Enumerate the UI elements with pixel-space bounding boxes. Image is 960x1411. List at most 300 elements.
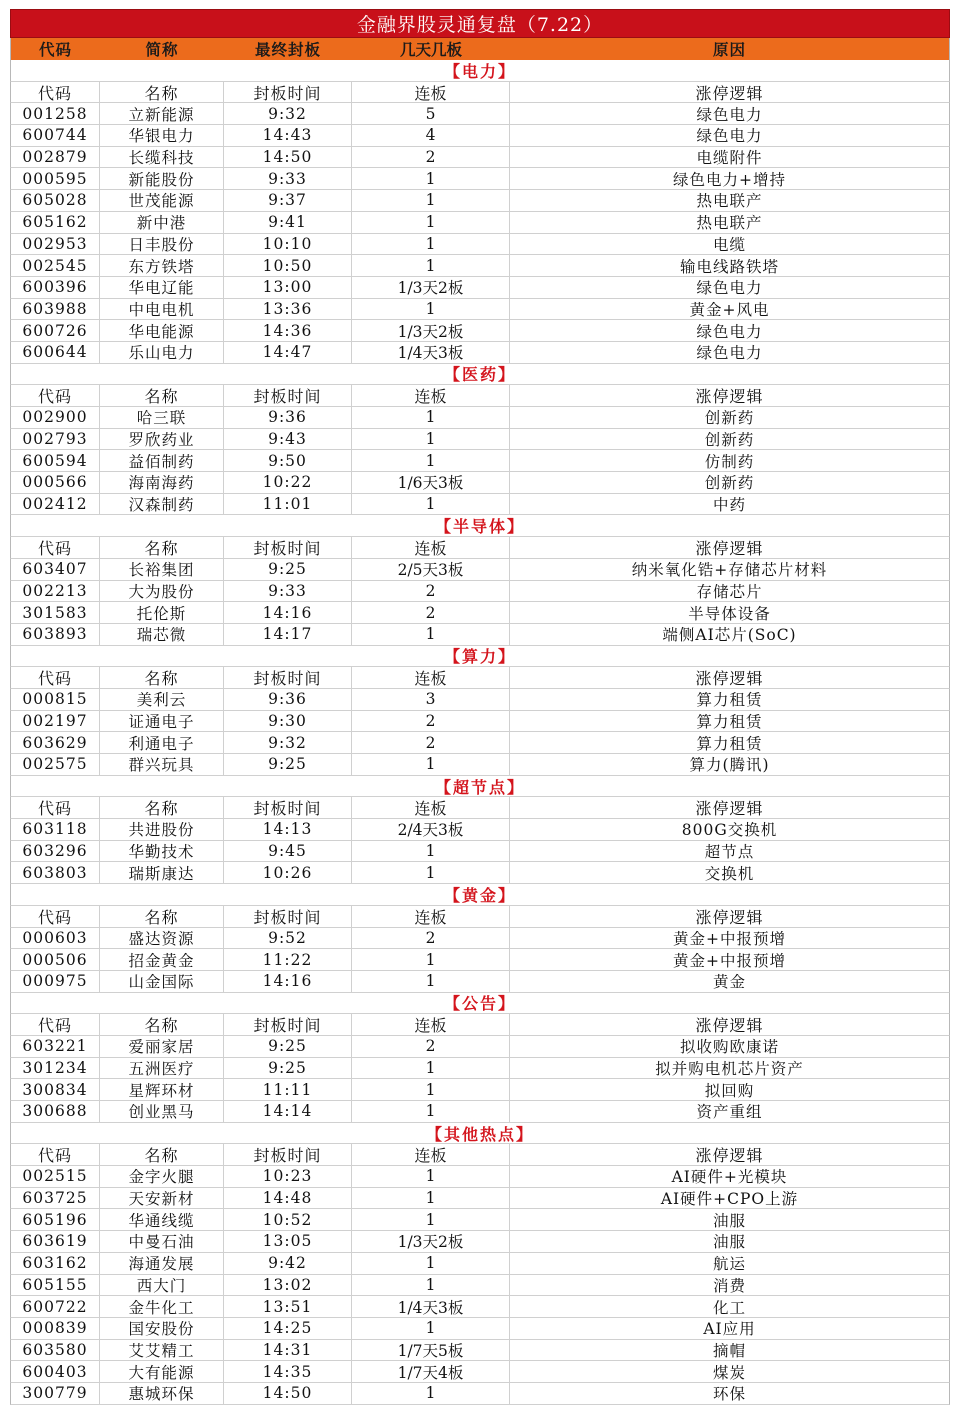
seal-time: 14:50: [224, 1383, 352, 1404]
table-title: 金融界股灵通复盘（7.22）: [10, 9, 950, 38]
table-row: [10, 581, 950, 603]
streak: 1: [352, 1253, 510, 1274]
column-header-final-seal: 最终封板: [254, 40, 321, 59]
column-header-streak: 几天几板: [399, 40, 462, 59]
table-row: [10, 1275, 950, 1297]
stock-name: 群兴玩具: [100, 754, 224, 775]
stock-code: 600403: [11, 1361, 100, 1382]
seal-time: 11:22: [224, 949, 352, 970]
stock-code: 603893: [11, 624, 100, 645]
streak: 1/7天4板: [352, 1361, 510, 1382]
limit-up-logic: 煤炭: [712, 1363, 746, 1382]
stock-name: 海南海药: [100, 472, 224, 493]
sub-header-seal-time: 封板时间: [224, 82, 352, 103]
section-column-header-row: [10, 537, 950, 559]
stock-code: 002213: [11, 581, 100, 602]
seal-time: 14:14: [224, 1101, 352, 1122]
table-row: [10, 862, 950, 884]
streak: 2: [352, 581, 510, 602]
streak: 3: [352, 689, 510, 710]
seal-time: 14:31: [224, 1340, 352, 1361]
streak: 1: [352, 1188, 510, 1209]
sub-header-name: 名称: [100, 797, 224, 818]
table-row: [10, 602, 950, 624]
limit-up-logic: 创新药: [704, 474, 755, 493]
section-title: 【医药】: [10, 364, 950, 386]
stock-name: 瑞芯微: [100, 624, 224, 645]
streak: 1: [352, 862, 510, 883]
stock-code: 002515: [11, 1166, 100, 1187]
limit-up-logic: 黄金+中报预增: [673, 929, 786, 948]
stock-name: 益佰制药: [100, 450, 224, 471]
table-row: [10, 559, 950, 581]
stock-name: 惠城环保: [100, 1383, 224, 1404]
table-row: [10, 212, 950, 234]
sub-header-code: 代码: [11, 82, 100, 103]
seal-time: 10:26: [224, 862, 352, 883]
seal-time: 14:48: [224, 1188, 352, 1209]
limit-up-logic: 拟回购: [704, 1081, 755, 1100]
streak: 1: [352, 1318, 510, 1339]
limit-up-logic: 算力(腾讯): [689, 756, 770, 775]
table-row: [10, 190, 950, 212]
table-row: [10, 1058, 950, 1080]
stock-code: 000975: [11, 971, 100, 992]
stock-code: 002545: [11, 255, 100, 276]
table-row: [10, 168, 950, 190]
limit-up-logic: 绿色电力: [696, 279, 763, 298]
streak: 1/3天2板: [352, 277, 510, 298]
limit-up-logic: 输电线路铁塔: [679, 257, 779, 276]
sub-header-name: 名称: [100, 537, 224, 558]
table-row: [10, 342, 950, 364]
sub-header-logic: 涨停逻辑: [695, 907, 764, 927]
sub-header-name: 名称: [100, 385, 224, 406]
stock-code: 600744: [11, 125, 100, 146]
section-title: 【电力】: [10, 60, 950, 82]
stock-name: 金牛化工: [100, 1296, 224, 1317]
stock-code: 605196: [11, 1209, 100, 1230]
stock-code: 600594: [11, 450, 100, 471]
seal-time: 9:33: [224, 168, 352, 189]
column-header-code: 代码: [38, 40, 72, 59]
seal-time: 14:35: [224, 1361, 352, 1382]
sub-header-streak: 连板: [352, 1144, 510, 1165]
sub-header-seal-time: 封板时间: [224, 906, 352, 927]
limit-up-logic: 资产重组: [696, 1103, 763, 1122]
streak: 2: [352, 928, 510, 949]
stock-code: 603221: [11, 1036, 100, 1057]
seal-time: 9:30: [224, 711, 352, 732]
stock-code: 600644: [11, 342, 100, 363]
stock-code: 300834: [11, 1079, 100, 1100]
stock-code: 603629: [11, 732, 100, 753]
limit-up-logic: 端侧AI芯片(SoC): [662, 626, 797, 645]
limit-up-logic: 绿色电力: [696, 105, 763, 124]
section-column-header-row: [10, 82, 950, 104]
sub-header-seal-time: 封板时间: [224, 797, 352, 818]
stock-code: 603162: [11, 1253, 100, 1274]
stock-code: 605028: [11, 190, 100, 211]
seal-time: 14:50: [224, 147, 352, 168]
stock-code: 002412: [11, 494, 100, 515]
stock-code: 000566: [11, 472, 100, 493]
stock-name: 爱丽家居: [100, 1036, 224, 1057]
seal-time: 10:52: [224, 1209, 352, 1230]
stock-code: 603988: [11, 299, 100, 320]
stock-name: 金字火腿: [100, 1166, 224, 1187]
table-row: [10, 754, 950, 776]
sub-header-code: 代码: [11, 537, 100, 558]
table-row: [10, 450, 950, 472]
seal-time: 13:05: [224, 1231, 352, 1252]
stock-code: 600396: [11, 277, 100, 298]
stock-code: 000839: [11, 1318, 100, 1339]
limit-up-logic: 黄金+中报预增: [673, 951, 786, 970]
stock-code: 603118: [11, 819, 100, 840]
stock-code: 301234: [11, 1058, 100, 1079]
table-row: [10, 1209, 950, 1231]
stock-name: 国安股份: [100, 1318, 224, 1339]
limit-up-logic: 创新药: [704, 431, 755, 450]
limit-up-logic: 交换机: [704, 864, 755, 883]
section-column-header-row: [10, 906, 950, 928]
sub-header-name: 名称: [100, 1014, 224, 1035]
limit-up-logic: 半导体设备: [688, 604, 771, 623]
sub-header-seal-time: 封板时间: [224, 385, 352, 406]
table-row: [10, 125, 950, 147]
streak: 1/3天2板: [352, 320, 510, 341]
seal-time: 9:50: [224, 450, 352, 471]
seal-time: 9:33: [224, 581, 352, 602]
section-title: 【算力】: [10, 646, 950, 668]
limit-up-logic: 纳米氧化锆+存储芯片材料: [631, 561, 828, 580]
table-row: [10, 147, 950, 169]
seal-time: 14:36: [224, 320, 352, 341]
sub-header-code: 代码: [11, 385, 100, 406]
seal-time: 9:42: [224, 1253, 352, 1274]
limit-up-logic: 拟收购欧康诺: [679, 1038, 779, 1057]
sub-header-name: 名称: [100, 1144, 224, 1165]
table-row: [10, 689, 950, 711]
column-header-row: [10, 38, 950, 60]
stock-code: 002793: [11, 429, 100, 450]
stock-code: 300688: [11, 1101, 100, 1122]
table-row: [10, 1231, 950, 1253]
limit-up-logic: 超节点: [704, 843, 755, 862]
sub-header-code: 代码: [11, 667, 100, 688]
stock-name: 新中港: [100, 212, 224, 233]
streak: 1: [352, 1275, 510, 1296]
limit-up-logic: 化工: [712, 1298, 746, 1317]
streak: 1/4天3板: [352, 1296, 510, 1317]
limit-up-logic: 算力租赁: [696, 734, 763, 753]
section-column-header-row: [10, 797, 950, 819]
streak: 1: [352, 1101, 510, 1122]
seal-time: 13:51: [224, 1296, 352, 1317]
stock-name: 东方铁塔: [100, 255, 224, 276]
section-title: 【公告】: [10, 993, 950, 1015]
limit-up-logic: 电缆: [712, 235, 746, 254]
streak: 2: [352, 1036, 510, 1057]
table-row: [10, 1036, 950, 1058]
streak: 1: [352, 949, 510, 970]
stock-name: 五洲医疗: [100, 1058, 224, 1079]
seal-time: 9:36: [224, 407, 352, 428]
stock-code: 002197: [11, 711, 100, 732]
stock-name: 中电电机: [100, 299, 224, 320]
sub-header-seal-time: 封板时间: [224, 1014, 352, 1035]
section-column-header-row: [10, 385, 950, 407]
stock-name: 创业黑马: [100, 1101, 224, 1122]
stock-name: 长缆科技: [100, 147, 224, 168]
streak: 2: [352, 602, 510, 623]
table-row: [10, 711, 950, 733]
stock-code: 000603: [11, 928, 100, 949]
seal-time: 11:11: [224, 1079, 352, 1100]
sub-header-streak: 连板: [352, 797, 510, 818]
stock-name: 日丰股份: [100, 234, 224, 255]
seal-time: 9:37: [224, 190, 352, 211]
streak: 1: [352, 299, 510, 320]
sub-header-streak: 连板: [352, 537, 510, 558]
table-row: [10, 1318, 950, 1340]
streak: 1/6天3板: [352, 472, 510, 493]
table-row: [10, 1361, 950, 1383]
limit-up-logic: 黄金+风电: [689, 300, 770, 319]
stock-name: 星辉环材: [100, 1079, 224, 1100]
stock-code: 600726: [11, 320, 100, 341]
stock-name: 海通发展: [100, 1253, 224, 1274]
table-body: [10, 60, 950, 1405]
sub-header-streak: 连板: [352, 667, 510, 688]
limit-up-logic: 黄金: [712, 973, 746, 992]
streak: 1: [352, 624, 510, 645]
seal-time: 10:22: [224, 472, 352, 493]
sub-header-streak: 连板: [352, 906, 510, 927]
streak: 1: [352, 190, 510, 211]
seal-time: 9:32: [224, 732, 352, 753]
seal-time: 14:25: [224, 1318, 352, 1339]
seal-time: 14:43: [224, 125, 352, 146]
stock-code: 605162: [11, 212, 100, 233]
stock-name: 艾艾精工: [100, 1340, 224, 1361]
seal-time: 9:41: [224, 212, 352, 233]
streak: 5: [352, 103, 510, 124]
stock-code: 603580: [11, 1340, 100, 1361]
seal-time: 9:25: [224, 754, 352, 775]
sub-header-logic: 涨停逻辑: [695, 387, 764, 406]
table-row: [10, 624, 950, 646]
streak: 2: [352, 732, 510, 753]
seal-time: 9:52: [224, 928, 352, 949]
seal-time: 9:45: [224, 841, 352, 862]
stock-code: 603619: [11, 1231, 100, 1252]
sub-header-seal-time: 封板时间: [224, 1144, 352, 1165]
limit-up-logic: 航运: [712, 1255, 746, 1274]
table-row: [10, 819, 950, 841]
stock-code: 300779: [11, 1383, 100, 1404]
table-row: [10, 1340, 950, 1362]
stock-code: 600722: [11, 1296, 100, 1317]
streak: 2/5天3板: [352, 559, 510, 580]
stock-code: 000815: [11, 689, 100, 710]
streak: 1: [352, 255, 510, 276]
seal-time: 10:50: [224, 255, 352, 276]
limit-up-logic: 仿制药: [704, 452, 755, 471]
stock-code: 001258: [11, 103, 100, 124]
streak: 4: [352, 125, 510, 146]
stock-code: 000595: [11, 168, 100, 189]
section-title: 【黄金】: [10, 884, 950, 906]
stock-name: 山金国际: [100, 971, 224, 992]
stock-name: 华电辽能: [100, 277, 224, 298]
limit-up-logic: 环保: [712, 1385, 746, 1404]
section-column-header-row: [10, 667, 950, 689]
limit-up-logic: 摘帽: [712, 1341, 746, 1360]
limit-up-logic: 绿色电力: [696, 127, 763, 146]
sub-header-streak: 连板: [352, 82, 510, 103]
stock-code: 603407: [11, 559, 100, 580]
table-row: [10, 1101, 950, 1123]
streak: 1/7天5板: [352, 1340, 510, 1361]
sub-header-name: 名称: [100, 906, 224, 927]
seal-time: 14:16: [224, 971, 352, 992]
table-row: [10, 841, 950, 863]
sub-header-seal-time: 封板时间: [224, 537, 352, 558]
limit-up-logic: 热电联产: [696, 214, 763, 233]
stock-name: 新能股份: [100, 168, 224, 189]
sub-header-name: 名称: [100, 667, 224, 688]
stock-code: 603725: [11, 1188, 100, 1209]
stock-name: 托伦斯: [100, 602, 224, 623]
seal-time: 9:36: [224, 689, 352, 710]
streak: 1: [352, 407, 510, 428]
table-row: [10, 928, 950, 950]
streak: 1: [352, 429, 510, 450]
table-row: [10, 732, 950, 754]
limit-up-logic: 电缆附件: [696, 149, 763, 168]
seal-time: 14:16: [224, 602, 352, 623]
seal-time: 14:13: [224, 819, 352, 840]
streak: 1: [352, 754, 510, 775]
sub-header-seal-time: 封板时间: [224, 667, 352, 688]
stock-name: 天安新材: [100, 1188, 224, 1209]
section-column-header-row: [10, 1014, 950, 1036]
section-title: 【半导体】: [10, 515, 950, 537]
table-row: [10, 299, 950, 321]
sub-header-code: 代码: [11, 1144, 100, 1165]
limit-up-logic: 消费: [712, 1276, 746, 1295]
stock-name: 利通电子: [100, 732, 224, 753]
limit-up-logic: 绿色电力: [696, 344, 763, 363]
stock-name: 美利云: [100, 689, 224, 710]
table-row: [10, 971, 950, 993]
sub-header-logic: 涨停逻辑: [695, 538, 764, 558]
stock-name: 西大门: [100, 1275, 224, 1296]
table-row: [10, 1079, 950, 1101]
streak: 1: [352, 168, 510, 189]
seal-time: 14:47: [224, 342, 352, 363]
stock-code: 002879: [11, 147, 100, 168]
section-title: 【其他热点】: [10, 1123, 950, 1145]
table-row: [10, 1296, 950, 1318]
streak: 2: [352, 147, 510, 168]
limit-up-logic: AI硬件+光模块: [671, 1168, 788, 1187]
column-header-reason: 原因: [712, 40, 746, 59]
table-row: [10, 277, 950, 299]
stock-name: 华银电力: [100, 125, 224, 146]
stock-name: 华电能源: [100, 320, 224, 341]
stock-code: 002900: [11, 407, 100, 428]
table-row: [10, 407, 950, 429]
stock-name: 大有能源: [100, 1361, 224, 1382]
streak: 1: [352, 234, 510, 255]
streak: 2: [352, 711, 510, 732]
stock-code: 603296: [11, 841, 100, 862]
stock-name: 立新能源: [100, 103, 224, 124]
limit-up-logic: 创新药: [704, 409, 755, 428]
limit-up-logic: 算力租赁: [696, 691, 763, 710]
streak: 1: [352, 1383, 510, 1404]
streak: 1: [352, 212, 510, 233]
table-row: [10, 1253, 950, 1275]
section-title: 【超节点】: [10, 776, 950, 798]
streak: 1: [352, 1209, 510, 1230]
stock-name: 乐山电力: [100, 342, 224, 363]
seal-time: 10:10: [224, 234, 352, 255]
table-row: [10, 1188, 950, 1210]
table-row: [10, 320, 950, 342]
stock-name: 瑞斯康达: [100, 862, 224, 883]
stock-name: 华通线缆: [100, 1209, 224, 1230]
stock-code: 605155: [11, 1275, 100, 1296]
table-row: [10, 1166, 950, 1188]
table-row: [10, 949, 950, 971]
streak: 1/4天3板: [352, 342, 510, 363]
stock-code: 000506: [11, 949, 100, 970]
stock-name: 哈三联: [100, 407, 224, 428]
seal-time: 14:17: [224, 624, 352, 645]
limit-up-logic: 拟并购电机芯片资产: [655, 1059, 804, 1078]
streak: 1: [352, 1058, 510, 1079]
streak: 1: [352, 1079, 510, 1100]
stock-name: 大为股份: [100, 581, 224, 602]
sub-header-code: 代码: [11, 1014, 100, 1035]
table-row: [10, 1383, 950, 1405]
limit-up-logic: 热电联产: [696, 192, 763, 211]
seal-time: 11:01: [224, 494, 352, 515]
limit-up-logic: 绿色电力+增持: [673, 170, 786, 189]
stock-name: 共进股份: [100, 819, 224, 840]
streak: 1: [352, 1166, 510, 1187]
stock-name: 华勤技术: [100, 841, 224, 862]
section-column-header-row: [10, 1144, 950, 1166]
streak: 1: [352, 450, 510, 471]
limit-up-logic: AI应用: [703, 1320, 756, 1339]
limit-up-logic: 800G交换机: [681, 821, 778, 840]
table-row: [10, 234, 950, 256]
streak: 2/4天3板: [352, 819, 510, 840]
table-row: [10, 255, 950, 277]
seal-time: 13:00: [224, 277, 352, 298]
sub-header-code: 代码: [11, 797, 100, 818]
column-header-short-name: 简称: [145, 40, 179, 59]
review-table: [10, 9, 950, 1405]
stock-name: 中曼石油: [100, 1231, 224, 1252]
table-row: [10, 103, 950, 125]
stock-name: 罗欣药业: [100, 429, 224, 450]
